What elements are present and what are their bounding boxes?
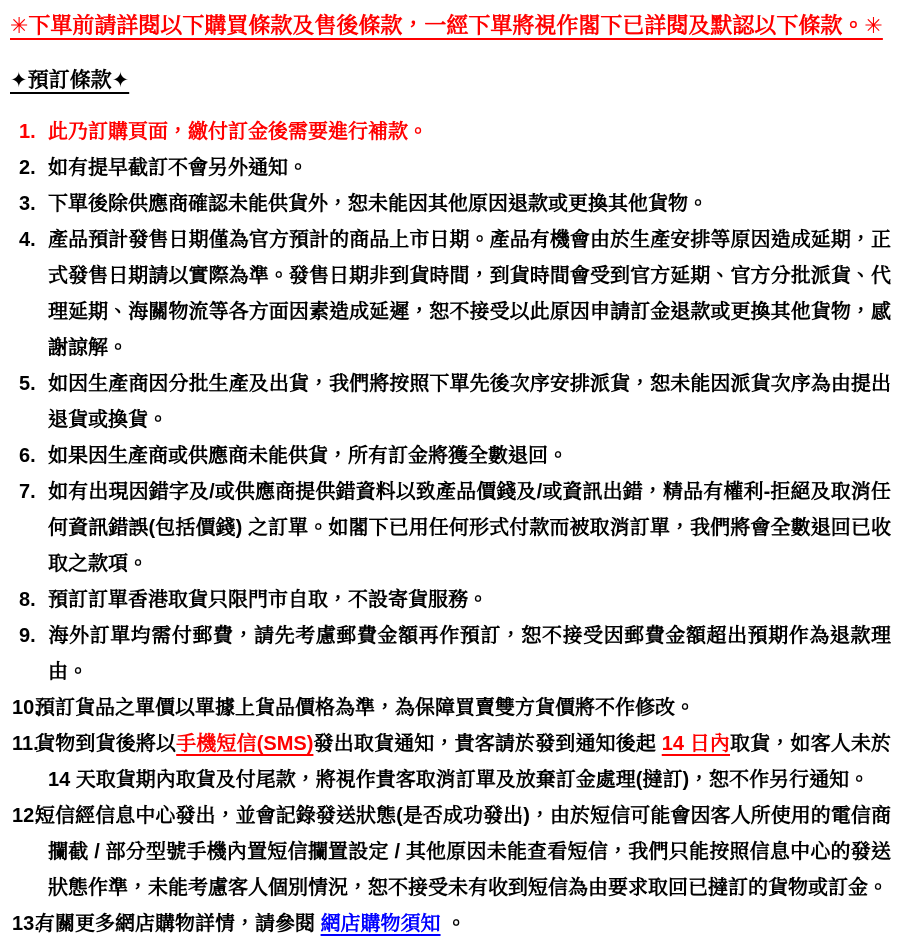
- term-text-part: 有關更多網店購物詳情，請參閱: [35, 913, 321, 935]
- term-text-part: 如有出現因錯字及/或供應商提供錯資料以致產品價錢及/或資訊出錯，精品有權利-拒絕及取消任何資訊錯誤(包括價錢) 之訂單。如閣下已用任何形式付款而被取消訂單，我們將會全數退回已收取之款項。: [48, 481, 891, 575]
- term-number: 6.: [19, 445, 36, 467]
- term-number: 3.: [19, 193, 36, 215]
- term-number: 11.: [12, 733, 39, 755]
- term-text-part: 發出取貨通知，貴客請於發到通知後起: [313, 733, 662, 755]
- preorder-terms-document: [10, 10, 891, 942]
- term-item: [10, 726, 891, 798]
- term-text: [48, 229, 891, 359]
- shop-guide-link[interactable]: 網店購物須知: [320, 913, 441, 935]
- term-text: [48, 481, 891, 575]
- term-item: [10, 798, 891, 906]
- term-text-part: 短信經信息中心發出，並會記錄發送狀態(是否成功發出)，由於短信可能會因客人所使用的電信商攔截 / 部分型號手機內置短信攔置設定 / 其他原因未能查看短信，我們只能按照信息中心的發送狀態作準，未能考慮客人個別情況，恕不接受未有收到短信為由要求取回已撻訂的貨物或訂金。: [35, 805, 891, 899]
- term-number: 12.: [12, 805, 40, 827]
- term-number: 2.: [19, 157, 36, 179]
- term-item: [10, 618, 891, 690]
- term-text-part: 取貨，如客人未於 14 天取貨期內取貨及付尾款，將視作貴客取消訂單及放棄訂金處理(撻訂)，恕不作另行通知。: [48, 733, 892, 791]
- term-number: 13.: [12, 913, 40, 935]
- term-text-part: 貨物到貨後將以: [35, 733, 177, 755]
- term-text-part: 此乃訂購頁面，繳付訂金後需要進行補款。: [48, 121, 428, 143]
- term-text: [35, 805, 891, 899]
- term-text-part: 下單後除供應商確認未能供貨外，恕未能因其他原因退款或更換其他貨物。: [48, 193, 708, 215]
- term-text: [48, 193, 708, 215]
- term-number: 9.: [19, 625, 36, 647]
- term-text: [35, 913, 466, 935]
- term-text: [48, 625, 891, 683]
- section-heading-preorder-terms: ✦預訂條款✦: [10, 69, 130, 92]
- term-item: [10, 438, 891, 474]
- highlighted-term-text: 手機短信(SMS): [176, 733, 314, 755]
- term-text-part: 。: [440, 913, 467, 935]
- term-text: [48, 157, 308, 179]
- term-item: [10, 114, 891, 150]
- term-number: 4.: [19, 229, 36, 251]
- term-text-part: 產品預計發售日期僅為官方預計的商品上市日期。產品有機會由於生產安排等原因造成延期，正式發售日期請以實際為準。發售日期非到貨時間，到貨時間會受到官方延期、官方分批派貨、代理延期、海關物流等各方面因素造成延遲，恕不接受以此原因申請訂金退款或更換其他貨物，感謝諒解。: [48, 229, 891, 359]
- term-text-part: 如果因生產商或供應商未能供貨，所有訂金將獲全數退回。: [48, 445, 568, 467]
- term-item: [10, 150, 891, 186]
- term-item: [10, 366, 891, 438]
- term-text: [48, 121, 428, 143]
- term-item: [10, 474, 891, 582]
- terms-list: [10, 114, 891, 942]
- highlighted-term-text: 14 日內: [661, 733, 730, 755]
- pre-order-notice: ✳下單前請詳閱以下購買條款及售後條款，一經下單將視作閣下已詳閱及默認以下條款。✳: [10, 13, 883, 38]
- term-text: [48, 373, 891, 431]
- term-text-part: 預訂訂單香港取貨只限門市自取，不設寄貨服務。: [48, 589, 488, 611]
- term-number: 7.: [19, 481, 36, 503]
- term-item: [10, 690, 891, 726]
- term-text-part: 如有提早截訂不會另外通知。: [48, 157, 308, 179]
- term-number: 5.: [19, 373, 36, 395]
- term-text-part: 如因生產商因分批生產及出貨，我們將按照下單先後次序安排派貨，恕未能因派貨次序為由提出退貨或換貨。: [48, 373, 891, 431]
- term-text-part: 海外訂單均需付郵費，請先考慮郵費金額再作預訂，恕不接受因郵費金額超出預期作為退款理由。: [48, 625, 891, 683]
- term-item: [10, 906, 891, 942]
- term-number: 1.: [19, 121, 36, 143]
- term-item: [10, 186, 891, 222]
- term-text: [48, 445, 568, 467]
- term-number: 10.: [12, 697, 40, 719]
- term-text: [35, 733, 891, 791]
- term-item: [10, 582, 891, 618]
- term-item: [10, 222, 891, 366]
- term-text: [35, 697, 695, 719]
- term-text-part: 預訂貨品之單價以單據上貨品價格為準，為保障買賣雙方貨價將不作修改。: [35, 697, 695, 719]
- term-number: 8.: [19, 589, 36, 611]
- term-text: [48, 589, 488, 611]
